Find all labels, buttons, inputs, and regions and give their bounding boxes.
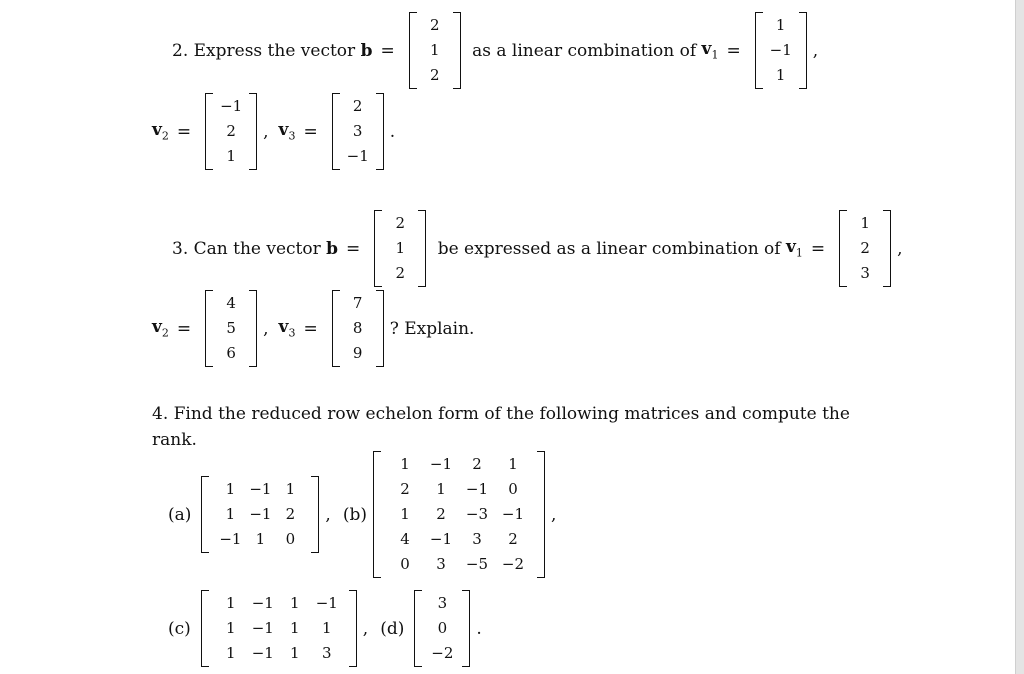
- p2-v3-vector: [332, 93, 384, 170]
- problem-2-mid-text: as a linear combination of: [466, 40, 702, 61]
- matrix-a: [201, 476, 319, 553]
- cell: 2: [395, 214, 406, 232]
- cell: 2: [429, 16, 440, 34]
- comma: ,: [362, 618, 369, 639]
- cell: 1: [400, 455, 410, 473]
- p2-v1-vector: [755, 12, 807, 89]
- cell: 1: [436, 480, 446, 498]
- problem-4-line-1: [152, 404, 850, 424]
- cell: 4: [400, 530, 410, 548]
- comma: ,: [550, 504, 557, 525]
- cell: 6: [226, 344, 236, 362]
- cell: −3: [465, 505, 489, 523]
- cell: −1: [315, 594, 338, 612]
- label-a: (a): [168, 504, 192, 525]
- cell: −1: [429, 455, 453, 473]
- problem-3-mid-text: be expressed as a linear combination of: [432, 238, 786, 259]
- cell: −1: [251, 594, 274, 612]
- v2-symbol: $v_2$: [152, 317, 169, 340]
- cell: 1: [290, 644, 300, 662]
- cell: 1: [322, 619, 332, 637]
- p2-v2-vector: [205, 93, 257, 170]
- cell: −1: [251, 644, 274, 662]
- cell: 2: [395, 264, 406, 282]
- problem-4-row-ab: [168, 451, 556, 578]
- problem-2-line-1: [172, 12, 818, 89]
- period: .: [389, 121, 396, 142]
- p3-v1-vector: [839, 210, 891, 287]
- equals-sign: =: [810, 238, 826, 259]
- cell: 2: [429, 66, 440, 84]
- problem-3-line-1: [172, 210, 903, 287]
- cell: 2: [285, 505, 296, 523]
- cell: 1: [226, 619, 236, 637]
- cell: −1: [769, 41, 792, 59]
- period: .: [476, 618, 482, 639]
- v1-symbol: $v_1$: [785, 237, 803, 260]
- problem-3-label: 3. Can the vector: [172, 238, 327, 259]
- cell: −1: [251, 619, 274, 637]
- comma: ,: [812, 40, 819, 61]
- cell: 2: [400, 480, 410, 498]
- cell: 1: [255, 530, 266, 548]
- cell: 2: [436, 505, 446, 523]
- cell: 1: [226, 594, 236, 612]
- cell: 3: [860, 264, 870, 282]
- p2-b-vector: [409, 12, 461, 89]
- v1-symbol: $v_1$: [701, 39, 719, 62]
- cell: 9: [352, 344, 363, 362]
- cell: −1: [346, 147, 369, 165]
- b-symbol: b: [360, 40, 373, 61]
- comma: ,: [897, 238, 903, 259]
- cell: 1: [285, 480, 296, 498]
- cell: 1: [860, 214, 870, 232]
- cell: 2: [352, 97, 363, 115]
- equals-sign: =: [303, 121, 318, 142]
- cell: 4: [226, 294, 236, 312]
- cell: 0: [508, 480, 518, 498]
- cell: 1: [290, 594, 300, 612]
- cell: 0: [285, 530, 296, 548]
- problem-4-text-cont: rank.: [152, 430, 197, 450]
- cell: 2: [508, 530, 518, 548]
- p3-v3-vector: [332, 290, 384, 367]
- cell: −2: [501, 555, 525, 573]
- equals-sign: =: [176, 121, 192, 142]
- matrix-b: [373, 451, 545, 578]
- cell: 2: [472, 455, 482, 473]
- cell: 3: [352, 122, 363, 140]
- b-symbol: b: [326, 238, 339, 259]
- comma: ,: [325, 504, 331, 525]
- cell: 8: [352, 319, 363, 337]
- problem-4-row-cd: [168, 590, 482, 667]
- cell: 1: [775, 16, 786, 34]
- label-b: (b): [342, 504, 367, 525]
- cell: 3: [472, 530, 482, 548]
- cell: −1: [465, 480, 489, 498]
- cell: 3: [436, 555, 446, 573]
- equals-sign: =: [346, 238, 361, 259]
- v2-symbol: $v_2$: [152, 120, 169, 143]
- matrix-d: [414, 590, 470, 667]
- cell: 1: [395, 239, 406, 257]
- v3-symbol: $v_3$: [278, 317, 296, 340]
- label-d: (d): [380, 618, 405, 639]
- matrix-c: [201, 590, 357, 667]
- cell: 1: [226, 644, 236, 662]
- cell: 1: [225, 505, 236, 523]
- label-c: (c): [168, 618, 191, 639]
- cell: 5: [226, 319, 236, 337]
- cell: 3: [437, 594, 448, 612]
- cell: −5: [465, 555, 489, 573]
- cell: 7: [352, 294, 363, 312]
- problem-4-text: 4. Find the reduced row echelon form of the following matrices and compute the: [152, 404, 850, 424]
- cell: 0: [400, 555, 410, 573]
- scrollbar-track[interactable]: [1015, 0, 1024, 674]
- problem-3-line-2: [152, 290, 474, 367]
- cell: −1: [429, 530, 453, 548]
- cell: 1: [290, 619, 300, 637]
- cell: 1: [400, 505, 410, 523]
- cell: −1: [249, 480, 272, 498]
- cell: 1: [226, 147, 236, 165]
- equals-sign: =: [726, 40, 741, 61]
- cell: 2: [226, 122, 236, 140]
- comma: ,: [263, 318, 269, 339]
- cell: 1: [429, 41, 440, 59]
- problem-3-tail: ? Explain.: [389, 318, 475, 339]
- cell: −2: [431, 644, 454, 662]
- cell: −1: [219, 530, 242, 548]
- equals-sign: =: [176, 318, 192, 339]
- equals-sign: =: [380, 40, 395, 61]
- p3-b-vector: [374, 210, 426, 287]
- p3-v2-vector: [205, 290, 257, 367]
- problem-2-label: 2. Express the vector: [172, 40, 361, 61]
- problem-2-line-2: [152, 93, 395, 170]
- cell: 1: [775, 66, 786, 84]
- cell: 0: [437, 619, 448, 637]
- cell: 1: [508, 455, 518, 473]
- cell: 3: [322, 644, 332, 662]
- equals-sign: =: [303, 318, 318, 339]
- cell: −1: [249, 505, 272, 523]
- cell: −1: [220, 97, 243, 115]
- comma: ,: [263, 121, 269, 142]
- cell: −1: [501, 505, 525, 523]
- cell: 2: [860, 239, 870, 257]
- cell: 1: [225, 480, 236, 498]
- problem-4-line-2: [152, 430, 197, 450]
- v3-symbol: $v_3$: [278, 120, 296, 143]
